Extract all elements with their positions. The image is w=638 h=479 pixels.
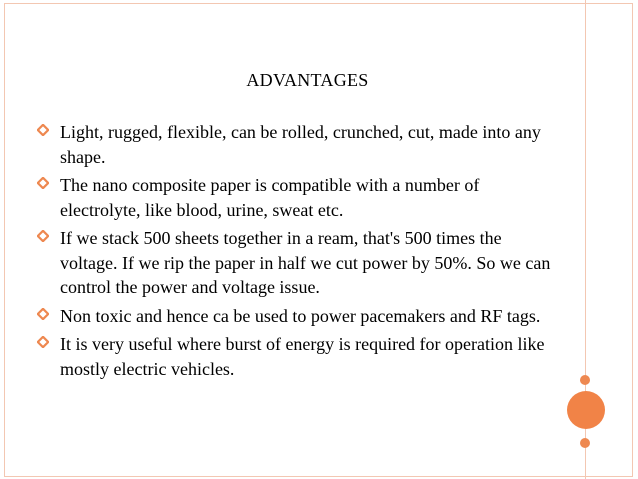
diamond-bullet-icon: [37, 308, 49, 320]
slide-title: ADVANTAGES: [246, 70, 369, 90]
bullet-text: If we stack 500 sheets together in a ream, that's 500 times the voltage. If we rip the paper in half we cut power by 50%. So we can control the power and voltage issue.: [60, 228, 551, 297]
bullet-list: [37, 120, 557, 385]
diamond-bullet-icon: [37, 336, 49, 348]
bullet-item: [37, 173, 557, 222]
bullet-item: [37, 304, 557, 329]
bullet-text: It is very useful where burst of energy is required for operation like mostly electric vehicles.: [60, 334, 545, 379]
bullet-item: [37, 226, 557, 300]
bullet-item: [37, 332, 557, 381]
bullet-item: [37, 120, 557, 169]
decorative-circle-large: [567, 391, 605, 429]
bullet-text: Light, rugged, flexible, can be rolled, crunched, cut, made into any shape.: [60, 122, 541, 167]
diamond-bullet-icon: [37, 230, 49, 242]
diamond-bullet-icon: [37, 124, 49, 136]
bullet-text: The nano composite paper is compatible with a number of electrolyte, like blood, urine, sweat etc.: [60, 175, 480, 220]
diamond-bullet-icon: [37, 177, 49, 189]
bullet-text: Non toxic and hence ca be used to power pacemakers and RF tags.: [60, 305, 541, 326]
decorative-dot-bottom: [580, 438, 590, 448]
decorative-dot-top: [580, 375, 590, 385]
